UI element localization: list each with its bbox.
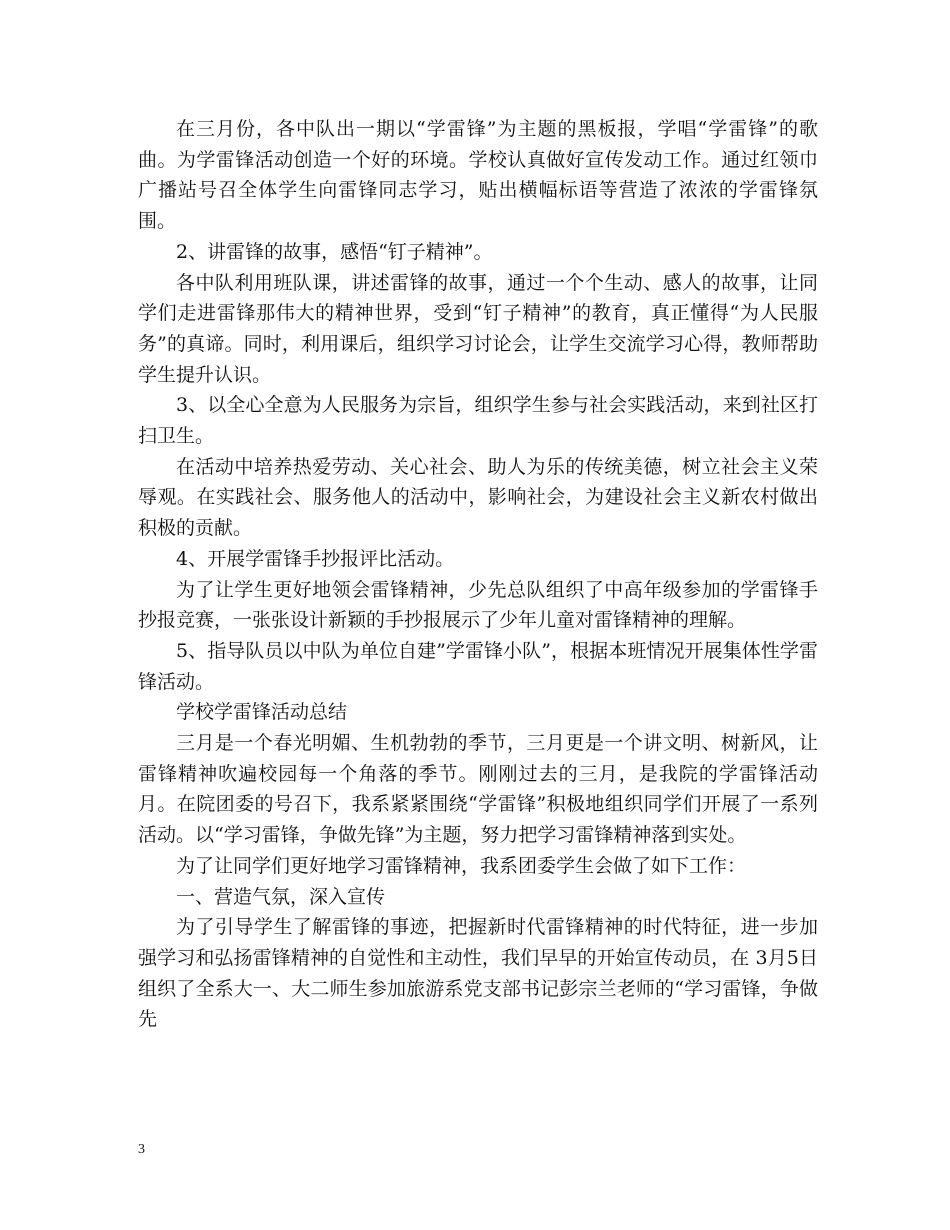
paragraph-publicity: 为了引导学生了解雷锋的事迹，把握新时代雷锋精神的时代特征，进一步加强学习和弘扬雷锋精神的自觉性和主动性，我们早早的开始宣传动员，在 3月5日组织了全系大一、大二师生参加旅游系党支部书记彭宗兰老师的“学习雷锋，争做先 [138,916,818,1031]
document-body [138,114,818,1035]
heading-item-3: 3、以全心全意为人民服务为宗旨，组织学生参与社会实践活动，来到社区打扫卫生。 [138,394,818,448]
page-number: 3 [138,1142,145,1157]
paragraph-handwritten-newspaper: 为了让学生更好地领会雷锋精神，少先总队组织了中高年级参加的学雷锋手抄报竞赛，一张张设计新颖的手抄报展示了少年儿童对雷锋精神的理解。 [138,578,818,632]
paragraph-march-intro: 三月是一个春光明媚、生机勃勃的季节，三月更是一个讲文明、树新风，让雷锋精神吹遍校园每一个角落的季节。刚刚过去的三月，是我院的学雷锋活动月。在院团委的号召下，我系紧紧围绕“学雷锋”积极地组织同学们开展了一系列活动。以“学习雷锋，争做先锋”为主题，努力把学习雷锋精神落到实处。 [138,732,818,847]
heading-item-2: 2、讲雷锋的故事，感悟“钉子精神”。 [176,240,493,263]
paragraph-social-practice: 在活动中培养热爱劳动、关心社会、助人为乐的传统美德，树立社会主义荣辱观。在实践社会、服务他人的活动中，影响社会，为建设社会主义新农村做出积极的贡献。 [138,455,818,540]
heading-item-5: 5、指导队员以中队为单位自建”学雷锋小队”，根据本班情况开展集体性学雷锋活动。 [138,639,818,693]
paragraph-blackboard-newspaper: 在三月份，各中队出一期以“学雷锋”为主题的黑板报，学唱“学雷锋”的歌曲。为学雷锋活动创造一个好的环境。学校认真做好宣传发动工作。通过红领巾广播站号召全体学生向雷锋同志学习，贴出横幅标语等营造了浓浓的学雷锋氛围。 [138,118,818,233]
heading-part-one: 一、营造气氛，深入宣传 [176,885,386,908]
paragraph-work-intro: 为了让同学们更好地学习雷锋精神，我系团委学生会做了如下工作： [176,854,747,877]
paragraph-storytelling: 各中队利用班队课，讲述雷锋的故事，通过一个个生动、感人的故事，让同学们走进雷锋那伟大的精神世界，受到“钉子精神”的教育，真正懂得“为人民服务”的真谛。同时，利用课后，组织学习讨论会，让学生交流学习心得，教师帮助学生提升认识。 [138,271,818,386]
heading-item-4: 4、开展学雷锋手抄报评比活动。 [176,547,455,570]
section-title-school-summary: 学校学雷锋活动总结 [176,701,348,724]
